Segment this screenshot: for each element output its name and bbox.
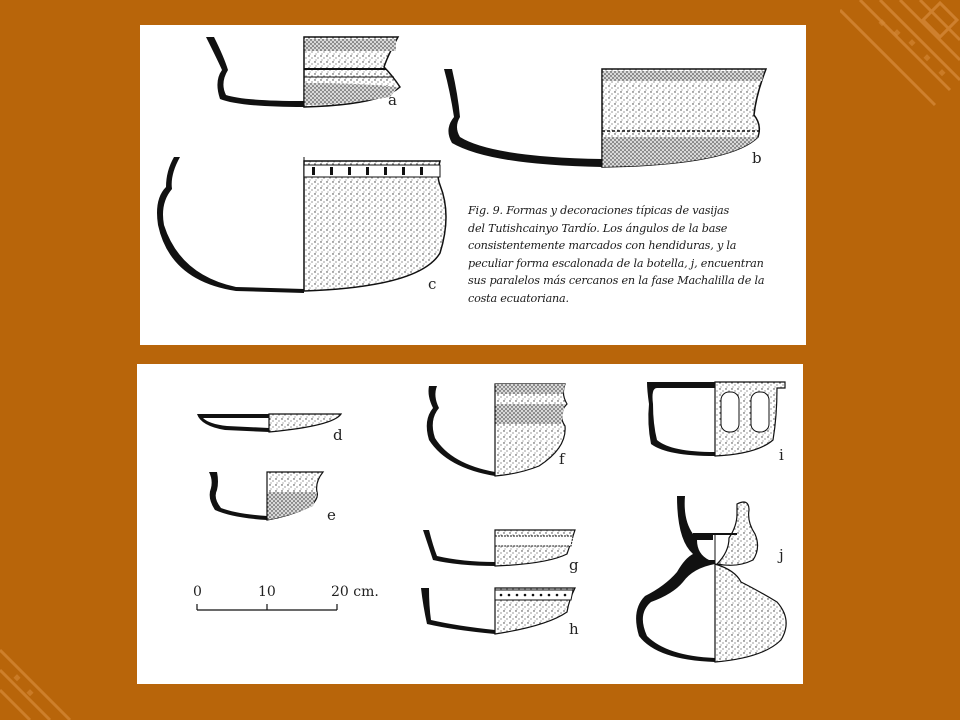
caption-line: costa ecuatoriana. bbox=[468, 291, 569, 305]
vessel-a bbox=[206, 37, 400, 107]
vessel-e bbox=[209, 472, 323, 520]
vessel-c bbox=[157, 157, 446, 293]
caption-line: del Tutishcainyo Tardío. Los ángulos de la base bbox=[468, 221, 728, 235]
caption-line: peculiar forma escalonada de la botella, j, encuentran bbox=[468, 256, 764, 270]
vessel-label-f: f bbox=[559, 450, 565, 468]
corner-pattern-top-right bbox=[840, 0, 960, 110]
caption-line: sus paralelos más cercanos en la fase Machalilla de la bbox=[468, 274, 765, 287]
figure-panel-top bbox=[140, 25, 806, 345]
vessel-label-a: a bbox=[388, 91, 397, 109]
vessel-label-h: h bbox=[569, 620, 579, 638]
vessel-d bbox=[197, 414, 341, 432]
vessel-label-c: c bbox=[428, 275, 437, 293]
caption-line: consistentemente marcados con hendiduras, y la bbox=[468, 239, 737, 252]
vessel-label-e: e bbox=[327, 506, 336, 524]
vessel-f bbox=[427, 384, 567, 476]
vessel-label-j: j bbox=[779, 546, 784, 564]
scale-mark-0: 0 bbox=[193, 584, 202, 600]
vessel-h bbox=[421, 588, 575, 634]
scale-bar bbox=[197, 604, 337, 610]
vessel-g bbox=[423, 530, 575, 566]
corner-pattern-bottom-left bbox=[0, 640, 80, 720]
vessel-label-d: d bbox=[333, 426, 343, 444]
vessel-j bbox=[636, 496, 786, 662]
caption-line: Fig. 9. Formas y decoraciones típicas de vasijas bbox=[468, 204, 730, 217]
vessel-label-i: i bbox=[779, 446, 784, 464]
scale-mark-20: 20 cm. bbox=[331, 584, 379, 600]
figure-panel-bottom bbox=[137, 364, 803, 684]
figure-caption bbox=[468, 202, 798, 307]
scale-mark-10: 10 bbox=[258, 584, 276, 600]
vessel-drawings-bottom bbox=[137, 364, 803, 684]
vessel-label-b: b bbox=[752, 149, 762, 167]
vessel-b bbox=[444, 69, 766, 167]
vessel-i bbox=[647, 382, 785, 456]
vessel-label-g: g bbox=[569, 556, 579, 574]
